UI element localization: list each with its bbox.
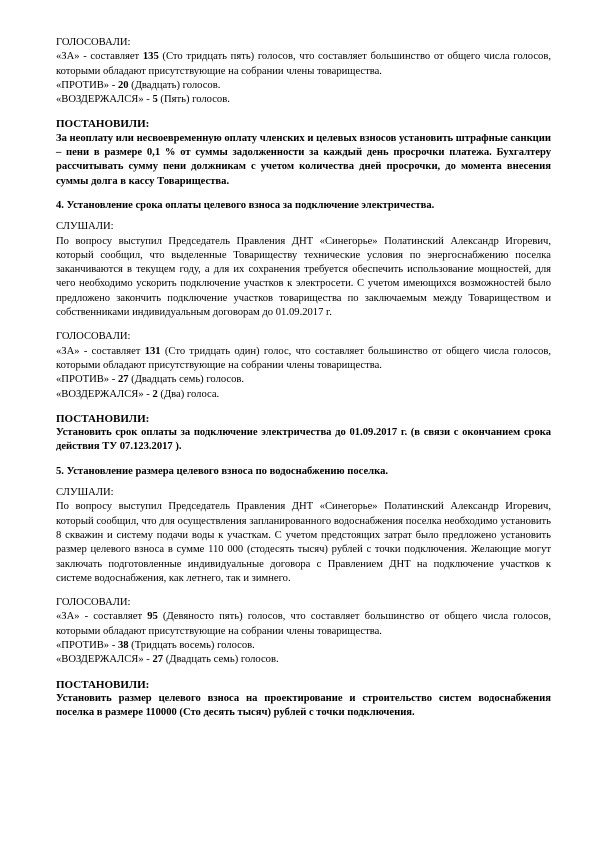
- section-title: 5. Установление размера целевого взноса по водоснабжению поселка.: [56, 465, 389, 477]
- vote-vozd: [56, 93, 551, 107]
- vote-title: ГОЛОСОВАЛИ:: [56, 597, 131, 609]
- vote-vozd-text: (Два) голоса.: [157, 388, 220, 400]
- vote-block-2: [56, 330, 551, 401]
- vote-vozd-count: 2: [152, 388, 158, 400]
- vote-protiv-label: «ПРОТИВ» -: [56, 639, 118, 651]
- vote-protiv-text: (Тридцать восемь) голосов.: [128, 639, 255, 651]
- agenda-item-5: [56, 465, 551, 586]
- vote-vozd-count: 27: [152, 654, 164, 666]
- vote-za: [56, 610, 551, 639]
- vote-vozd-count: 5: [152, 94, 158, 106]
- document-page: [56, 36, 551, 720]
- vote-protiv-label: «ПРОТИВ» -: [56, 374, 118, 386]
- vote-za-count: 135: [142, 51, 159, 63]
- vote-protiv: [56, 373, 551, 387]
- vote-za: [56, 345, 551, 374]
- vote-protiv-label: «ПРОТИВ» -: [56, 79, 118, 91]
- decision-block-2: [56, 412, 551, 455]
- vote-vozd-label: «ВОЗДЕРЖАЛСЯ» -: [56, 388, 153, 400]
- vote-protiv: [56, 639, 551, 653]
- vote-title: ГОЛОСОВАЛИ:: [56, 331, 131, 343]
- vote-vozd-text: (Двадцать семь) голосов.: [163, 654, 279, 666]
- heard-title: СЛУШАЛИ:: [56, 221, 114, 233]
- vote-za-label: «ЗА» - составляет: [56, 51, 143, 63]
- vote-vozd: [56, 653, 551, 667]
- vote-protiv-count: 27: [117, 374, 129, 386]
- decision-title: ПОСТАНОВИЛИ:: [56, 412, 150, 425]
- vote-za-count: 95: [147, 611, 158, 623]
- decision-text: Установить размер целевого взноса на проектирование и строительство систем водоснабжения поселка в размере 110000 (Сто десять тысяч) рублей с точки подключения.: [56, 692, 551, 719]
- agenda-item-4: [56, 199, 551, 320]
- vote-vozd-label: «ВОЗДЕРЖАЛСЯ» -: [56, 654, 153, 666]
- vote-za-text: (Сто тридцать один) голос, что составляет большинство от общего числа голосов, которыми обладают присутствующие на собрании члены товарищества.: [56, 345, 551, 371]
- vote-protiv-text: (Двадцать) голосов.: [128, 79, 221, 91]
- decision-text: Установить срок оплаты за подключение электричества до 01.09.2017 г. (в связи с окончанием срока действия ТУ 07.123.2017 ).: [56, 427, 551, 453]
- vote-za-label: «ЗА» - составляет: [56, 345, 145, 357]
- vote-za: [56, 50, 551, 79]
- decision-text: За неоплату или несвоевременную оплату членских и целевых взносов установить штрафные санкции – пени в размере 0,1 % от суммы задолженности за каждый день просрочки платежа. Бухгалтеру рассчитывать сумму пени должникам с учетом количества дней просрочки, до момента внесения суммы долга в кассу Товарищества.: [56, 132, 551, 187]
- vote-vozd-text: (Пять) голосов.: [157, 94, 230, 106]
- decision-block-1: [56, 117, 551, 188]
- heard-title: СЛУШАЛИ:: [56, 487, 114, 499]
- heard-text: По вопросу выступил Председатель Правления ДНТ «Синегорье» Полатинский Александр Игоревич, который сообщил, что выделенные Товариществу технические условия по энергоснабжению поселка заканчиваются в текущем году, а для их сохранения требуется обеспечить использование мощностей, для чего необходимо ускорить подключение участков к электросети. С учетом имеющихся возможностей было предложено закончить подключение участков товарищества по заключаемым между Товариществом и собственниками индивидуальным договорам до 01.09.2017 г.: [56, 235, 551, 319]
- vote-title: ГОЛОСОВАЛИ:: [56, 37, 131, 48]
- vote-za-text: (Сто тридцать пять) голосов, что составляет большинство от общего числа голосов, которыми обладают присутствующие на собрании члены товарищества.: [56, 51, 551, 77]
- vote-za-count: 131: [144, 345, 161, 357]
- vote-vozd: [56, 388, 551, 402]
- vote-protiv-count: 38: [117, 639, 129, 651]
- vote-protiv: [56, 79, 551, 93]
- vote-block-3: [56, 596, 551, 667]
- section-title: 4. Установление срока оплаты целевого взноса за подключение электричества.: [56, 199, 435, 211]
- vote-za-label: «ЗА» - составляет: [56, 611, 148, 623]
- decision-title: ПОСТАНОВИЛИ:: [56, 118, 150, 131]
- decision-title: ПОСТАНОВИЛИ:: [56, 678, 150, 691]
- heard-text: По вопросу выступил Председатель Правления ДНТ «Синегорье» Полатинский Александр Игоревич, который сообщил, что для осуществления запланированного водоснабжения поселка необходимо установить 8 скважин и систему подачи воды к участкам. С учетом предстоящих затрат было предложено установить размер целевого взноса в сумме 110 000 (стодесять тысяч) рублей с точки подключения. Желающие могут заключать подготовленные индивидуальные договора с Правлением ДНТ на подключение участков к системе водоснабжения, как летнего, так и зимнего.: [56, 501, 551, 584]
- vote-protiv-text: (Двадцать семь) голосов.: [128, 374, 245, 386]
- vote-vozd-label: «ВОЗДЕРЖАЛСЯ» -: [56, 94, 153, 106]
- vote-block-1: [56, 36, 551, 107]
- vote-protiv-count: 20: [117, 79, 129, 91]
- vote-za-text: (Девяносто пять) голосов, что составляет большинство от общего числа голосов, которыми обладают присутствующие на собрании члены товарищества.: [56, 611, 551, 637]
- decision-block-3: [56, 678, 551, 721]
